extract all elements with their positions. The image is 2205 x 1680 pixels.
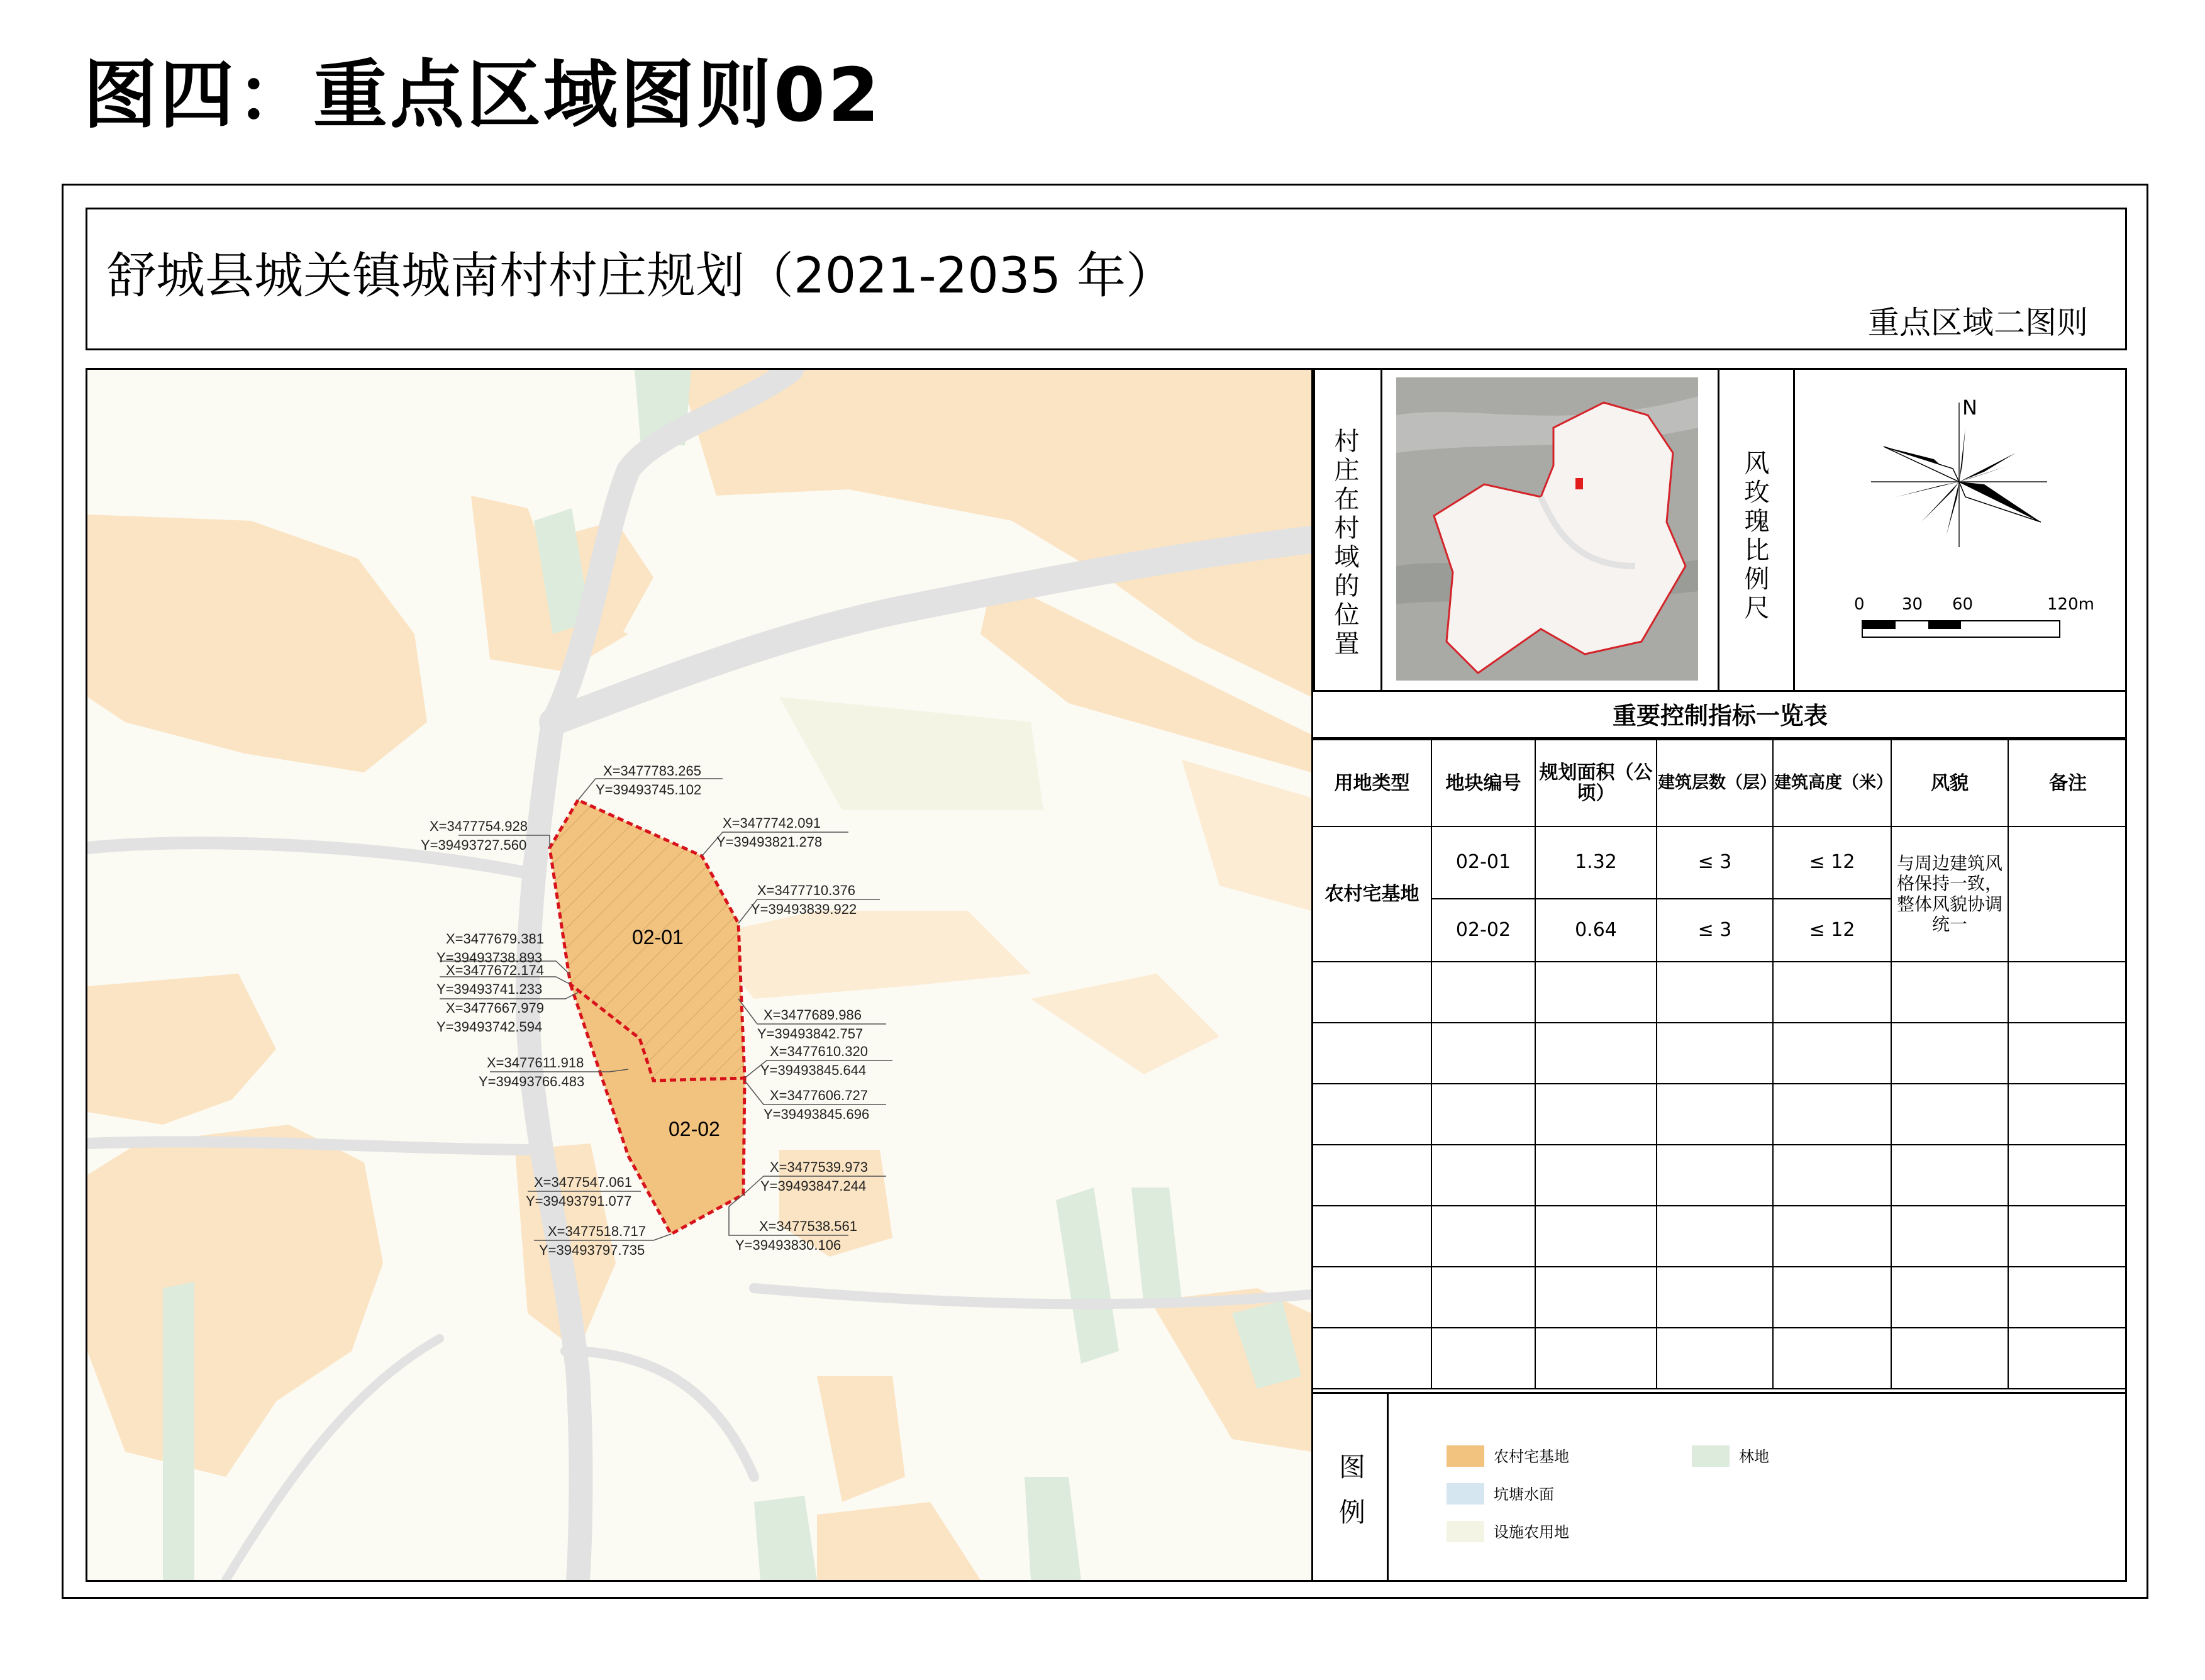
compass-label: 风玫瑰比例尺 — [1740, 450, 1769, 623]
cell-floors: ≤ 3 — [1657, 899, 1773, 962]
coord-x: X=3477667.979 — [446, 1000, 544, 1016]
table-row — [1313, 1267, 2127, 1328]
coord-x: X=3477611.918 — [487, 1055, 584, 1071]
location-marker — [1575, 478, 1583, 489]
table-row — [1313, 1145, 2127, 1206]
cell-code: 02-02 — [1431, 899, 1535, 962]
location-label: 村庄在村域的位置 — [1330, 428, 1359, 659]
cell-area: 0.64 — [1535, 899, 1657, 962]
base-map[interactable] — [87, 370, 1311, 1580]
table-row — [1313, 1328, 2127, 1389]
header-area: 规划面积（公顷） — [1535, 740, 1657, 826]
coord-x: X=3477710.376 — [757, 882, 855, 898]
header-remarks: 备注 — [2008, 740, 2127, 826]
coord-y: Y=39493791.077 — [526, 1193, 632, 1209]
header-land-type: 用地类型 — [1313, 740, 1431, 826]
parcel-02-02-label: 02-02 — [669, 1118, 720, 1140]
header-floors: 建筑层数（层） — [1657, 740, 1773, 826]
cell-style: 与周边建筑风格保持一致，整体风貌协调统一 — [1891, 826, 2008, 962]
coord-x: X=3477610.320 — [770, 1043, 868, 1059]
north-label: N — [1962, 396, 1977, 420]
plan-title: 舒城县城关镇城南村村庄规划（2021-2035 年） — [107, 248, 1175, 304]
coord-y: Y=39493766.483 — [479, 1074, 585, 1089]
coord-y: Y=39493797.735 — [539, 1242, 645, 1258]
legend-swatch-facility — [1447, 1521, 1484, 1542]
location-thumbnail — [1396, 377, 1698, 681]
scale-tick-60: 60 — [1952, 595, 1974, 614]
table-row — [1313, 962, 2127, 1023]
coord-x: X=3477672.174 — [446, 962, 544, 978]
scale-bar — [1862, 620, 2060, 638]
map-panel[interactable] — [86, 368, 1313, 1582]
coord-x: X=3477689.986 — [764, 1007, 862, 1023]
coord-x: X=3477606.727 — [770, 1088, 868, 1103]
legend-swatch-residential — [1447, 1445, 1484, 1467]
legend-label-pond: 坑塘水面 — [1494, 1486, 1554, 1503]
header-parcel-code: 地块编号 — [1431, 740, 1535, 826]
panel-divider — [1313, 368, 1315, 691]
parcel-02-01-label: 02-01 — [632, 926, 684, 948]
legend-label-facility: 设施农用地 — [1494, 1523, 1569, 1541]
coord-y: Y=39493821.278 — [716, 834, 823, 850]
coord-y: Y=39493847.244 — [760, 1178, 867, 1194]
wind-rose — [1858, 390, 2060, 572]
cell-floors: ≤ 3 — [1657, 826, 1773, 899]
page-title: 图四：重点区域图则02 — [83, 52, 882, 138]
table-row — [1313, 826, 2127, 899]
table-title — [1313, 690, 2127, 739]
cell-height: ≤ 12 — [1773, 899, 1891, 962]
coord-y: Y=39493845.644 — [760, 1062, 867, 1078]
panel-divider — [1380, 368, 1382, 691]
table-row — [1313, 1206, 2127, 1267]
legend-label-forest: 林地 — [1739, 1448, 1769, 1466]
coord-x: X=3477742.091 — [723, 815, 821, 831]
coord-x: X=3477783.265 — [603, 763, 701, 779]
legend-divider — [1313, 1392, 2127, 1394]
table-row — [1313, 1084, 2127, 1145]
legend-swatch-forest — [1692, 1445, 1730, 1467]
coord-x: X=3477539.973 — [770, 1159, 868, 1175]
coord-x: X=3477754.928 — [430, 818, 528, 834]
scale-tick-0: 0 — [1854, 595, 1865, 614]
coord-y: Y=39493741.233 — [436, 981, 543, 997]
coord-y: Y=39493830.106 — [735, 1237, 841, 1253]
coord-x: X=3477679.381 — [446, 931, 544, 947]
coord-y: Y=39493738.893 — [436, 950, 543, 965]
legend-label-residential: 农村宅基地 — [1494, 1448, 1569, 1466]
legend-divider — [1387, 1392, 1389, 1581]
coord-y: Y=39493745.102 — [596, 782, 702, 798]
legend-swatch-pond — [1447, 1483, 1484, 1505]
coord-x: X=3477518.717 — [548, 1223, 646, 1239]
control-table — [1313, 739, 2127, 1389]
coord-x: X=3477547.061 — [534, 1174, 632, 1190]
coord-y: Y=39493845.696 — [764, 1106, 870, 1122]
coord-x: X=3477538.561 — [759, 1218, 857, 1234]
cell-height: ≤ 12 — [1773, 826, 1891, 899]
cell-area: 1.32 — [1535, 826, 1657, 899]
table-row — [1313, 1023, 2127, 1084]
legend-title: 图例 — [1335, 1453, 1366, 1544]
table-title-text: 重要控制指标一览表 — [1612, 702, 1828, 730]
panel-divider — [1718, 368, 1719, 691]
cell-remarks — [2008, 826, 2127, 962]
scale-tick-30: 30 — [1902, 595, 1923, 614]
coord-y: Y=39493842.757 — [757, 1026, 864, 1042]
coord-y: Y=39493839.922 — [751, 901, 857, 917]
cell-land-type: 农村宅基地 — [1313, 826, 1431, 962]
plan-subtitle: 重点区域二图则 — [1868, 304, 2088, 341]
coord-y: Y=39493727.560 — [421, 837, 527, 853]
header-style: 风貌 — [1891, 740, 2008, 826]
header-height: 建筑高度（米） — [1773, 740, 1891, 826]
cell-code: 02-01 — [1431, 826, 1535, 899]
scale-tick-120: 120m — [2047, 595, 2094, 614]
panel-divider — [1793, 368, 1795, 691]
coord-y: Y=39493742.594 — [436, 1019, 543, 1035]
